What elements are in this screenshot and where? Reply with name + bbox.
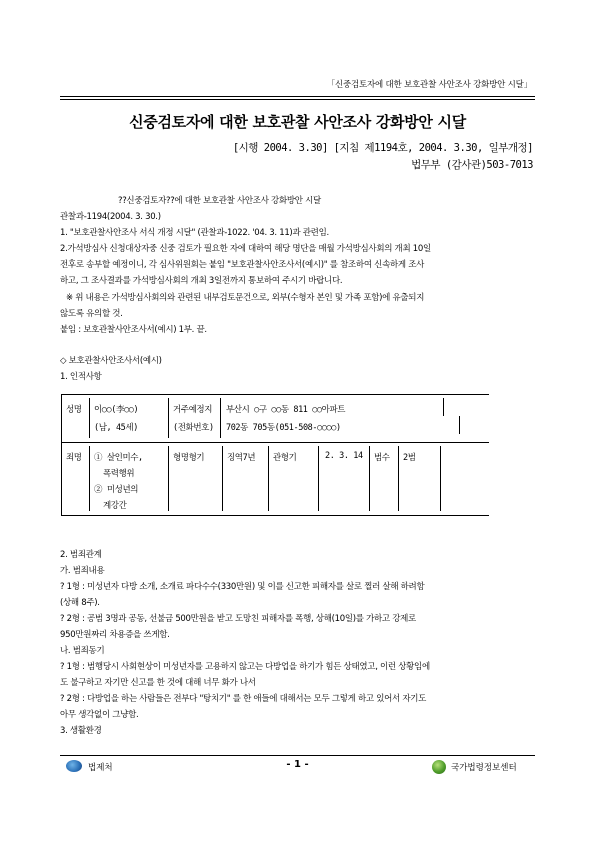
- name-value: 이○○(李○○): [94, 405, 139, 415]
- crime-content-2-line-1: ? 2형 : 공범 3명과 공동, 선불금 500만원을 받고 도망친 피해자를 폭행, 상해(10일)를 가하고 강제로: [60, 614, 416, 624]
- table-vline: [440, 446, 441, 511]
- sentence-value: 징역7년: [227, 453, 256, 463]
- table-vline: [61, 442, 62, 515]
- section-living-environment: 3. 생활환경: [60, 726, 102, 736]
- department-info: 법무부 (감사관)503-7013: [411, 159, 533, 171]
- table-middle-border: [61, 442, 489, 443]
- subject-line: ??신중검토자??에 대한 보호관찰 사안조사 강화방안 시달: [118, 196, 321, 206]
- paragraph-2-line-2: 전후로 송부할 예정이니, 각 심사위원회는 붙임 "보호관찰사안조사서(예시)" 를 참조하여 신속하게 조사: [60, 260, 425, 270]
- table-vline: [398, 446, 399, 511]
- phone-label: (전화번호): [173, 423, 214, 433]
- law-center-logo-icon: [432, 760, 446, 774]
- term-label: 관형기: [273, 453, 297, 463]
- motive-2-line-1: ? 2형 : 다방업을 하는 사람들은 전부다 "탕치기" 를 한 애들에 대해서는 모두 그렇게 하고 있어서 자기도: [60, 694, 427, 704]
- running-title: 「신중검토자에 대한 보호관찰 사안조사 강화방안 시달」: [326, 80, 532, 90]
- note-line-1: ※ 위 내용은 가석방심사회의와 관련된 내부검토문건으로, 외부(수형자 본인 및 가족 포함)에 유출되지: [66, 293, 425, 303]
- motive-1-line-2: 도 불구하고 자기만 신고를 한 것에 대해 너무 화가 나서: [60, 678, 256, 688]
- table-vline: [318, 446, 319, 511]
- residence-label: 거주예정지: [173, 405, 213, 415]
- offense-count-value: 2범: [403, 453, 416, 463]
- crime-value-2: ② 미성년의: [94, 485, 139, 495]
- crime-value-1-cont: 폭력행위: [103, 469, 135, 479]
- table-vline: [220, 398, 221, 438]
- table-vline: [168, 398, 169, 438]
- subsection-crime-content: 가. 범죄내용: [60, 566, 105, 576]
- footer-left-org: 법제처: [88, 763, 113, 773]
- table-vline: [459, 416, 460, 434]
- table-vline: [369, 446, 370, 511]
- residence-value: 부산시 ○구 ○○동 811 ○○아파트: [226, 405, 346, 415]
- motive-1-line-1: ? 1형 : 범행당시 사회현상이 미성년자를 고용하지 않고는 다방업을 하기가 힘든 상태였고, 이런 상황임에: [60, 662, 430, 672]
- enforcement-info: [시행 2004. 3.30] [지침 제1194호, 2004. 3.30, 일부개정]: [232, 142, 533, 154]
- note-line-2: 않도록 유의할 것.: [60, 309, 123, 319]
- table-vline: [168, 446, 169, 511]
- sentence-label: 형명형기: [173, 453, 205, 463]
- paragraph-2-line-3: 하고, 그 조사결과를 가석방심사회의 개최 3일전까지 통보하여 주시기 바랍니다.: [60, 276, 343, 286]
- table-vline: [89, 446, 90, 511]
- table-vline: [89, 398, 90, 438]
- offense-count-label: 범수: [374, 453, 390, 463]
- paragraph-2-line-1: 2.가석방심사 신청대상자중 신중 검토가 필요한 자에 대하여 해당 명단을 매월 가석방심사회의 개최 10일: [60, 244, 431, 254]
- crime-value-2-cont: 계강간: [103, 501, 127, 511]
- crime-content-2-line-2: 950만원짜리 차용증을 쓰게함.: [60, 630, 170, 640]
- table-vline: [268, 446, 269, 511]
- motive-2-line-2: 아무 생각없이 그냥함.: [60, 710, 139, 720]
- crime-label: 죄명: [66, 453, 82, 463]
- sex-age-value: (남, 45세): [94, 423, 138, 433]
- section-crime-relation: 2. 범죄관계: [60, 550, 102, 560]
- table-vline: [61, 394, 62, 442]
- table-top-border: [61, 394, 489, 395]
- name-label: 성명: [66, 405, 82, 415]
- paragraph-1: 1. "보호관찰사안조사 서식 개정 시달" (관찰과-1022. '04. 3. 11)과 관련임.: [60, 228, 329, 238]
- table-vline: [222, 446, 223, 511]
- address-phone-value: 702동 705동(051-508-○○○○): [226, 423, 341, 433]
- term-value: 2. 3. 14: [325, 451, 363, 461]
- attachment-heading: ◇ 보호관찰사안조사서(예시): [60, 356, 162, 366]
- crime-content-1-line-2: (상해 8주).: [60, 598, 100, 608]
- footer-right-org: 국가법령정보센터: [451, 763, 517, 773]
- subsection-crime-motive: 나. 범죄동기: [60, 646, 105, 656]
- page-number: - 1 -: [286, 759, 309, 770]
- attachment-line: 붙임 : 보호관찰사안조사서(예시) 1부. 끝.: [60, 325, 207, 335]
- footer-divider: [60, 755, 535, 756]
- crime-content-1-line-1: ? 1형 : 미성년자 다방 소개, 소개료 파다수수(330만원) 및 이를 신고한 피해자를 살로 찔러 살해 하려함: [60, 582, 425, 592]
- table-bottom-border: [61, 515, 489, 516]
- document-title: 신중검토자에 대한 보호관찰 사안조사 강화방안 시달: [129, 113, 466, 131]
- table-vline: [443, 398, 444, 416]
- section-personal-info: 1. 인적사항: [60, 372, 102, 382]
- reference-number: 관찰과-1194(2004. 3. 30.): [60, 212, 161, 222]
- header-divider: [60, 96, 535, 100]
- crime-value-1: ① 살인미수,: [94, 453, 143, 463]
